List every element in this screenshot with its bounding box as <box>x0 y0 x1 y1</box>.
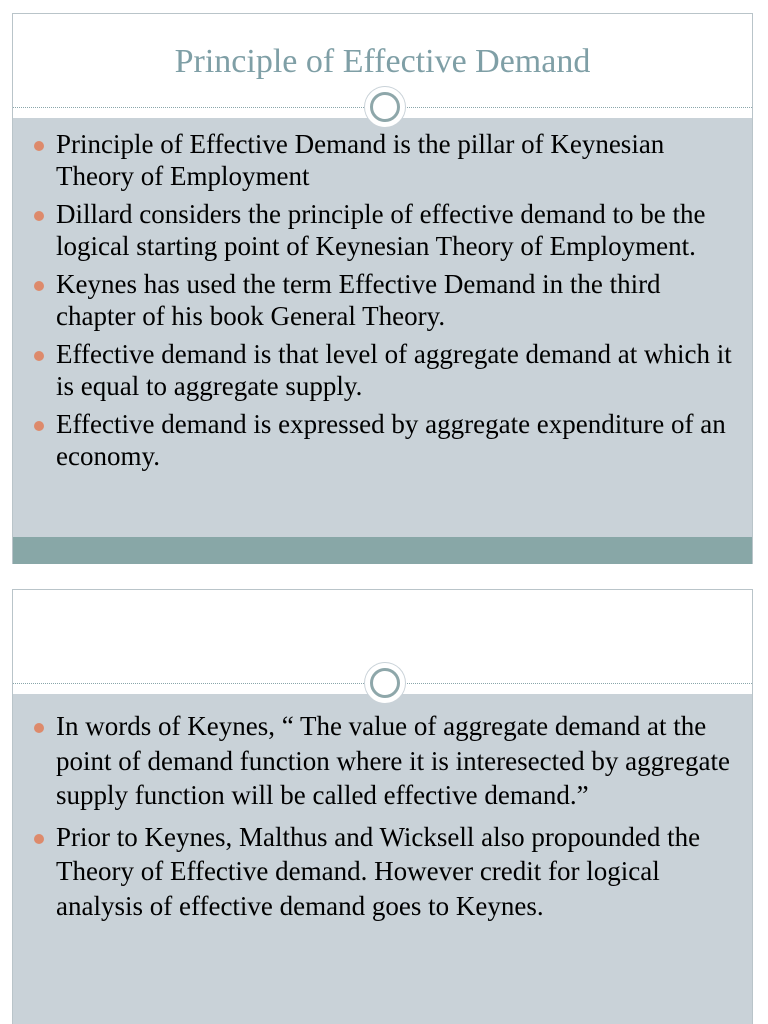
bullet-item <box>13 199 752 262</box>
bullet-text: Effective demand is that level of aggregate demand at which it is equal to aggregate supply. <box>56 339 732 401</box>
bullet-dot-icon <box>34 834 44 844</box>
bullet-dot-icon <box>34 281 44 291</box>
bullet-text: Keynes has used the term Effective Demand in the third chapter of his book General Theory. <box>56 269 661 331</box>
bullet-text: Principle of Effective Demand is the pillar of Keynesian Theory of Employment <box>56 129 665 191</box>
bullet-item <box>13 409 752 472</box>
bullet-text: In words of Keynes, “ The value of aggregate demand at the point of demand function where it is interesected by aggregate supply function will be called effective demand.” <box>56 711 731 810</box>
slide-2 <box>12 589 753 1024</box>
bullet-dot-icon <box>34 723 44 733</box>
bullet-list <box>13 129 752 479</box>
slide-title: Principle of Effective Demand <box>174 43 591 80</box>
footer-band <box>13 537 752 564</box>
bullet-text: Dillard considers the principle of effective demand to be the logical starting point of Keynesian Theory of Employment. <box>56 199 706 261</box>
bullet-item <box>13 269 752 332</box>
bullet-item <box>13 820 752 924</box>
bullet-item <box>13 339 752 402</box>
bullet-item <box>13 709 752 813</box>
bullet-list <box>13 709 752 930</box>
bullet-text: Effective demand is expressed by aggregate expenditure of an economy. <box>56 409 726 471</box>
bullet-dot-icon <box>34 211 44 221</box>
bullet-dot-icon <box>34 421 44 431</box>
circle-ornament-icon <box>365 87 405 127</box>
bullet-dot-icon <box>34 141 44 151</box>
bullet-item <box>13 129 752 192</box>
bullet-dot-icon <box>34 351 44 361</box>
circle-ornament-icon <box>365 663 405 703</box>
bullet-text: Prior to Keynes, Malthus and Wicksell also propounded the Theory of Effective demand. However credit for logical analysis of effective demand goes to Keynes. <box>56 821 701 921</box>
slide-1 <box>12 13 753 564</box>
